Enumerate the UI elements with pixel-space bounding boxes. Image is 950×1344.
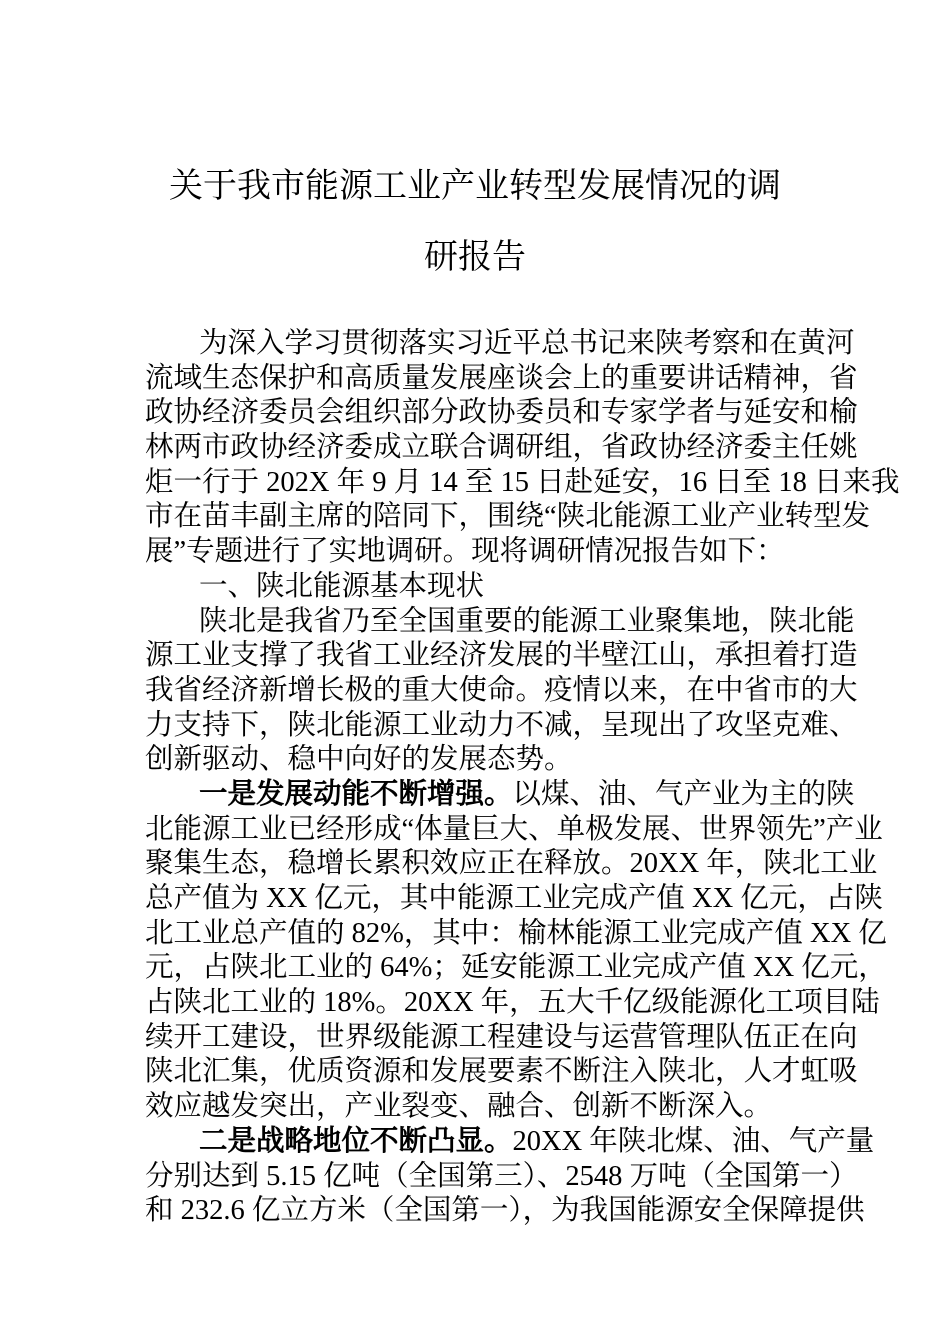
text-line [145, 1125, 875, 1160]
line-text: 政协经济委员会组织部分政协委员和专家学者与延安和榆 [145, 397, 858, 429]
text-line [145, 813, 883, 848]
text-line [145, 500, 871, 535]
text-line [145, 362, 858, 397]
line-text: 陕北汇集，优质资源和发展要素不断注入陕北，人才虹吸 [145, 1056, 858, 1088]
text-line [145, 778, 855, 813]
line-text: 创新驱动、稳中向好的发展态势。 [145, 744, 573, 776]
line-text: 聚集生态，稳增长累积效应正在释放。20XX 年，陕北工业 [145, 848, 878, 880]
text-line [145, 605, 855, 640]
line-text: 续开工建设，世界级能源工程建设与运营管理队伍正在向 [145, 1021, 858, 1053]
line-text: 市在苗丰副主席的陪同下，围绕“陕北能源工业产业转型发 [145, 501, 871, 533]
text-line [145, 743, 807, 778]
document-title-line-2: 研报告 [424, 239, 526, 276]
text-line [145, 570, 807, 605]
text-line [145, 917, 887, 952]
text-line [145, 1021, 858, 1056]
line-text: 北能源工业已经形成“体量巨大、单极发展、世界领先”产业 [145, 813, 883, 845]
line-text: 炬一行于 202X 年 9 月 14 至 15 日赴延安，16 日至 18 日来我 [145, 466, 900, 498]
text-line [145, 951, 887, 986]
text-line [145, 466, 900, 501]
line-text: 以煤、油、气产业为主的陕 [512, 778, 855, 810]
line-text: 元，占陕北工业的 64%；延安能源工业完成产值 XX 亿元， [145, 952, 887, 984]
text-line [145, 882, 883, 917]
document-title-line-1: 关于我市能源工业产业转型发展情况的调 [169, 168, 781, 205]
text-line [145, 1055, 858, 1090]
line-text: 力支持下，陕北能源工业动力不减，呈现出了攻坚克难、 [145, 709, 858, 741]
line-text: 陕北是我省乃至全国重要的能源工业聚集地，陕北能 [199, 605, 855, 637]
text-line [145, 327, 855, 362]
line-text: 效应越发突出，产业裂变、融合、创新不断深入。 [145, 1091, 773, 1123]
line-text: 为深入学习贯彻落实习近平总书记来陕考察和在黄河 [199, 328, 855, 359]
text-line [145, 1194, 865, 1229]
line-text: 一、陕北能源基本现状 [199, 570, 485, 602]
text-line [145, 639, 858, 674]
bold-lead-phrase: 一是发展动能不断增强。 [199, 778, 513, 810]
text-line [145, 396, 858, 431]
text-line [145, 535, 807, 570]
line-text: 林两市政协经济委成立联合调研组，省政协经济委主任姚 [145, 432, 858, 464]
line-text: 总产值为 XX 亿元，其中能源工业完成产值 XX 亿元，占陕 [145, 883, 883, 914]
text-line [145, 431, 858, 466]
line-text: 北工业总产值的 82%，其中：榆林能源工业完成产值 XX 亿 [145, 917, 887, 949]
text-line [145, 986, 880, 1021]
bold-lead-phrase: 二是战略地位不断凸显。 [199, 1125, 513, 1157]
line-text: 展”专题进行了实地调研。现将调研情况报告如下： [145, 536, 785, 568]
line-text: 流域生态保护和高质量发展座谈会上的重要讲话精神，省 [145, 362, 858, 394]
line-text: 20XX 年陕北煤、油、气产量 [512, 1125, 875, 1157]
text-line [145, 1090, 807, 1125]
line-text: 占陕北工业的 18%。20XX 年，五大千亿级能源化工项目陆 [145, 987, 880, 1019]
text-line [145, 1160, 858, 1195]
line-text: 分别达到 5.15 亿吨（全国第三）、2548 万吨（全国第一） [145, 1160, 858, 1192]
document-body [145, 327, 900, 1229]
line-text: 我省经济新增长极的重大使命。疫情以来，在中省市的大 [145, 674, 858, 706]
text-line [145, 674, 858, 709]
text-line [145, 709, 858, 744]
line-text: 源工业支撑了我省工业经济发展的半壁江山，承担着打造 [145, 640, 858, 672]
line-text: 和 232.6 亿立方米（全国第一），为我国能源安全保障提供 [145, 1195, 865, 1227]
text-line [145, 847, 878, 882]
